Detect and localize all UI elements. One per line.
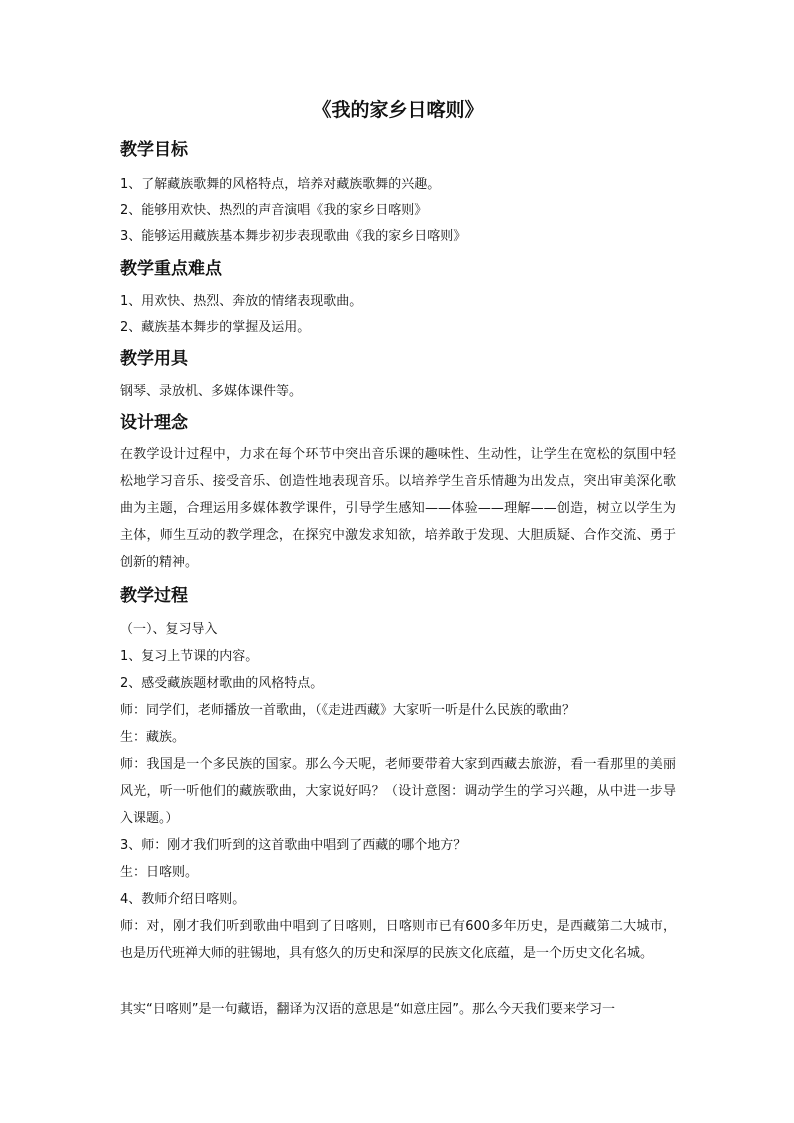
process-paragraph-1: 师：我国是一个多民族的国家。那么今天呢，老师要带着大家到西藏去旅游，看一看那里的美丽风光，听一听他们的藏族歌曲，大家说好吗？（设计意图：调动学生的学习兴趣，从中进一步导入课题。） [120,757,676,826]
process-line-8: 4、教师介绍日喀则。 [120,892,246,907]
goal-item-2: 2、能够用欢快、热烈的声音演唱《我的家乡日喀则》 [120,203,428,218]
process-line-5: 生：藏族。 [120,730,186,745]
process-paragraph-2: 师：对，刚才我们听到歌曲中唱到了日喀则，日喀则市已有600多年历史，是西藏第二大城市，也是历代班禅大师的驻锡地，具有悠久的历史和深厚的民族文化底蕴，是一个历史文化名城。 [120,919,676,961]
goal-item-3: 3、能够运用藏族基本舞步初步表现歌曲《我的家乡日喀则》 [120,229,467,244]
process-heading: 教学过程 [120,586,188,606]
process-last-line: 其实“日喀则”是一句藏语，翻译为汉语的意思是“如意庄园”。那么今天我们要来学习一 [120,1002,615,1017]
document-title: 《我的家乡日喀则》 [312,99,484,121]
goals-heading: 教学目标 [120,140,188,160]
process-line-2: 1、复习上节课的内容。 [120,649,259,664]
process-line-6: 3、师：刚才我们听到的这首歌曲中唱到了西藏的哪个地方？ [120,838,467,853]
key-points-heading: 教学重点难点 [120,259,222,279]
goal-item-1: 1、了解藏族歌舞的风格特点，培养对藏族歌舞的兴趣。 [120,177,441,192]
key-point-item-2: 2、藏族基本舞步的掌握及运用。 [120,320,311,335]
concept-paragraph: 在教学设计过程中，力求在每个环节中突出音乐课的趣味性、生动性，让学生在宽松的氛围中轻松地学习音乐、接受音乐、创造性地表现音乐。以培养学生音乐情趣为出发点，突出审美深化歌曲为主题，合理运用多媒体教学课件，引导学生感知——体验——理解——创造，树立以学生为主体，师生互动的教学理念，在探究中激发求知欲，培养敢于发现、大胆质疑、合作交流、勇于创新的精神。 [120,447,676,570]
process-line-7: 生：日喀则。 [120,865,199,880]
concept-heading: 设计理念 [120,413,188,433]
tools-text: 钢琴、录放机、多媒体课件等。 [120,384,303,399]
process-line-4: 师：同学们，老师播放一首歌曲，（《走进西藏》大家听一听是什么民族的歌曲？ [120,703,576,718]
process-line-1: （一）、复习导入 [120,622,218,637]
tools-heading: 教学用具 [120,349,188,369]
key-point-item-1: 1、用欢快、热烈、奔放的情绪表现歌曲。 [120,294,363,309]
process-line-3: 2、感受藏族题材歌曲的风格特点。 [120,676,324,691]
